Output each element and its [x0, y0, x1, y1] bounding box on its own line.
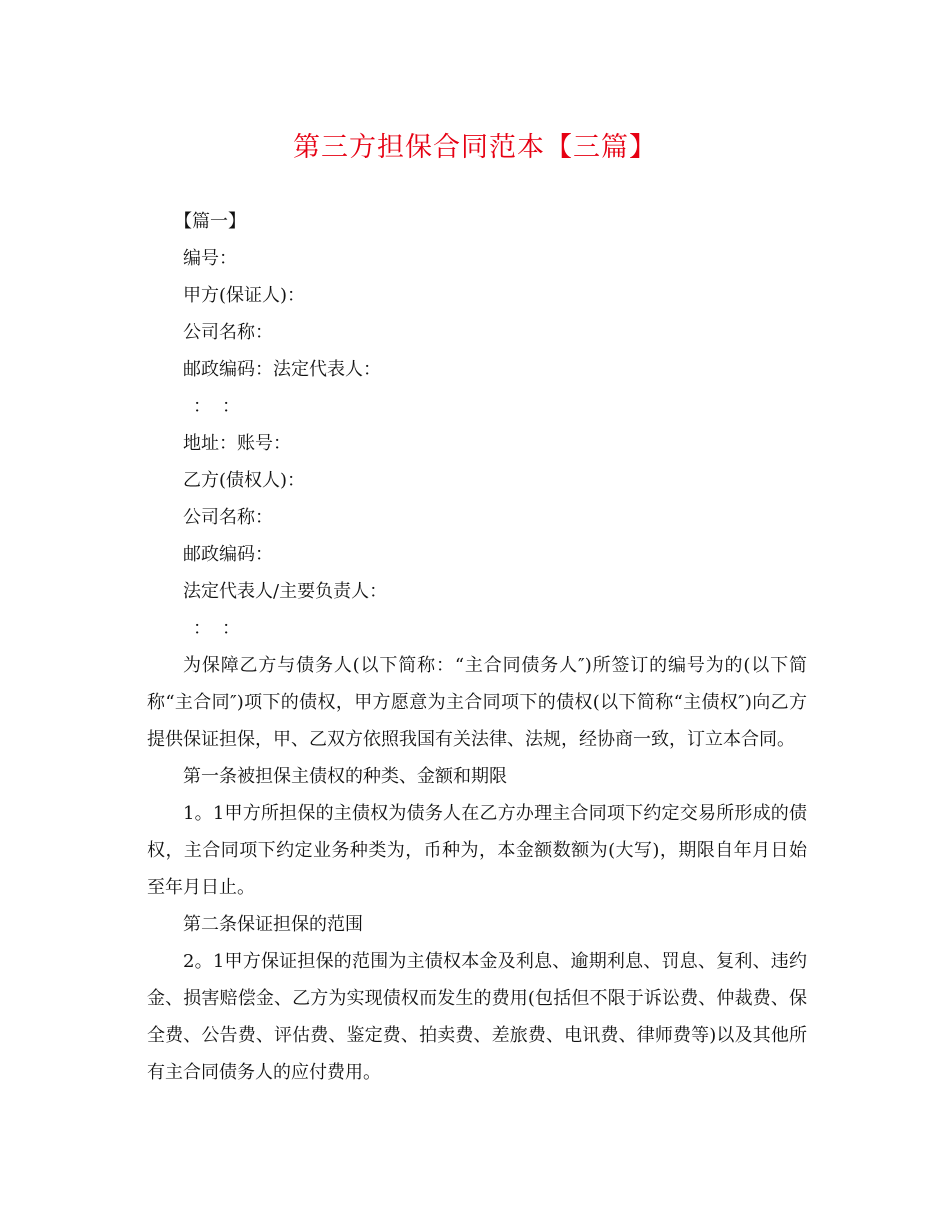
document-title: 第三方担保合同范本【三篇】 — [293, 132, 657, 163]
paragraph-preamble: 为保障乙方与债务人(以下简称：“主合同债务人″)所签订的编号为的(以下简称“主合同″)项下的债权，甲方愿意为主合同项下的债权(以下简称“主债权″)向乙方提供保证担保，甲、乙双方依照我国有关法律、法规，经协商一致，订立本合同。 — [147, 655, 807, 750]
field-colons-a: ：： — [193, 396, 260, 417]
document-body — [147, 203, 807, 1091]
field-colons-b: ：： — [193, 618, 260, 639]
field-legal-rep-b: 法定代表人/主要负责人： — [183, 581, 388, 602]
field-postal-legal-rep-a: 邮政编码：法定代表人： — [183, 359, 381, 380]
field-company-name-b: 公司名称： — [183, 507, 273, 528]
field-postal-b: 邮政编码： — [183, 544, 273, 565]
paragraph-article-2-heading: 第二条保证担保的范围 — [183, 914, 363, 935]
paragraph-article-2-1: 2。1甲方保证担保的范围为主债权本金及利息、逾期利息、罚息、复利、违约金、损害赔偿金、乙方为实现债权而发生的费用(包括但不限于诉讼费、仲裁费、保全费、公告费、评估费、鉴定费、拍卖费、差旅费、电讯费、律师费等)以及其他所有主合同债务人的应付费用。 — [147, 951, 807, 1083]
paragraph-article-1-heading: 第一条被担保主债权的种类、金额和期限 — [183, 766, 507, 787]
section-heading: 【篇一】 — [174, 211, 246, 232]
field-party-a: 甲方(保证人)： — [183, 285, 306, 306]
field-address-account-a: 地址：账号： — [183, 433, 291, 454]
paragraph-article-1-1: 1。1甲方所担保的主债权为债务人在乙方办理主合同项下约定交易所形成的债权，主合同项下约定业务种类为，币种为，本金额数额为(大写)，期限自年月日始至年月日止。 — [147, 803, 807, 898]
field-company-name-a: 公司名称： — [183, 322, 273, 343]
field-party-b: 乙方(债权人)： — [183, 470, 306, 491]
field-number: 编号： — [183, 248, 237, 269]
